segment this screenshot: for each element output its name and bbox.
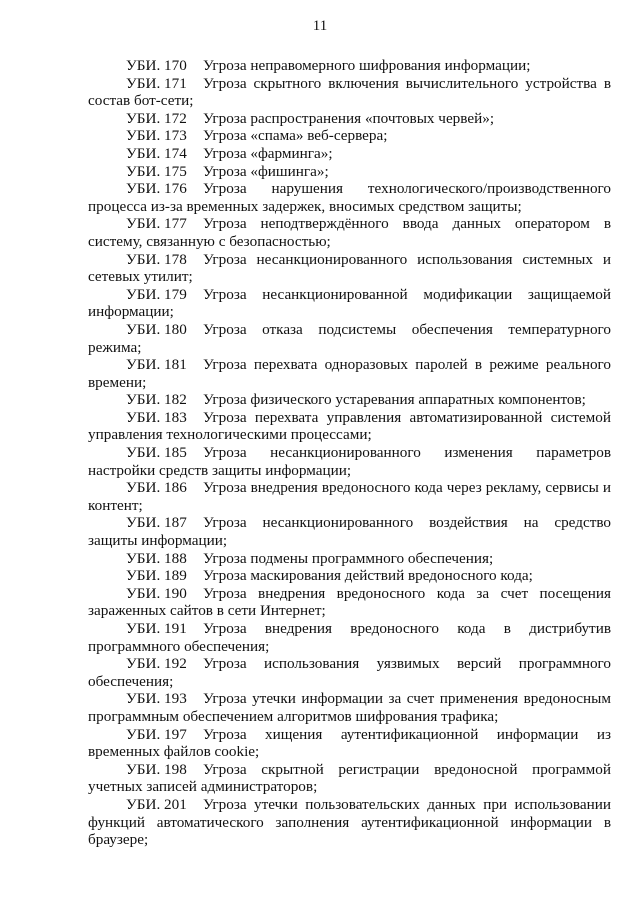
threat-entry — [88, 57, 611, 75]
threat-description: Угроза отказа подсистемы обеспечения температурного режима; — [88, 320, 611, 356]
threat-list — [88, 57, 611, 849]
threat-entry — [88, 796, 611, 849]
threat-code: УБИ. 179 — [126, 285, 187, 303]
threat-description: Угроза скрытного включения вычислительного устройства в состав бот-сети; — [88, 74, 611, 110]
threat-description: Угроза физического устаревания аппаратных компонентов; — [203, 391, 586, 409]
threat-code: УБИ. 178 — [126, 250, 187, 268]
threat-entry — [88, 761, 611, 796]
threat-description: Угроза «спама» веб-сервера; — [203, 127, 388, 145]
threat-entry — [88, 356, 611, 391]
threat-entry — [88, 479, 611, 514]
threat-description: Угроза внедрения вредоносного кода за счет посещения зараженных сайтов в сети Интернет; — [88, 584, 611, 620]
threat-code: УБИ. 191 — [126, 620, 187, 637]
threat-description: Угроза перехвата управления автоматизированной системой управления технологическими процессами; — [88, 408, 611, 444]
threat-code: УБИ. 187 — [126, 514, 187, 532]
threat-description: Угроза хищения аутентификационной информации из временных файлов cookie; — [88, 725, 611, 761]
threat-code: УБИ. 190 — [126, 584, 187, 602]
threat-description: Угроза перехвата одноразовых паролей в режиме реального времени; — [88, 356, 611, 391]
threat-description: Угроза неподтверждённого ввода данных оператором в систему, связанную с безопасностью; — [88, 215, 611, 250]
threat-entry — [88, 180, 611, 215]
threat-code: УБИ. 173 — [126, 127, 187, 145]
threat-entry — [88, 251, 611, 286]
threat-description: Угроза подмены программного обеспечения; — [203, 549, 494, 567]
threat-code: УБИ. 171 — [126, 74, 187, 92]
threat-code: УБИ. 176 — [126, 180, 187, 198]
threat-entry — [88, 391, 611, 409]
threat-description: Угроза несанкционированного воздействия на средство защиты информации; — [88, 514, 611, 550]
threat-entry — [88, 286, 611, 321]
threat-description: Угроза «фишинга»; — [203, 162, 329, 180]
threat-description: Угроза несанкционированного использования системных и сетевых утилит; — [88, 250, 611, 286]
threat-description: Угроза несанкционированной модификации защищаемой информации; — [88, 285, 611, 321]
threat-entry — [88, 690, 611, 725]
threat-code: УБИ. 175 — [126, 162, 187, 180]
threat-code: УБИ. 193 — [126, 690, 187, 708]
threat-description: Угроза внедрения вредоносного кода в дистрибутив программного обеспечения; — [88, 620, 611, 655]
threat-code: УБИ. 185 — [126, 444, 187, 462]
threat-code: УБИ. 182 — [126, 391, 187, 409]
threat-description: Угроза нарушения технологического/производственного процесса из-за временных задержек, вносимых средством защиты; — [88, 180, 611, 215]
threat-description: Угроза использования уязвимых версий программного обеспечения; — [88, 655, 611, 690]
threat-entry — [88, 110, 611, 128]
threat-description: Угроза маскирования действий вредоносного кода; — [203, 567, 533, 585]
threat-entry — [88, 145, 611, 163]
threat-code: УБИ. 197 — [126, 725, 187, 743]
threat-code: УБИ. 172 — [126, 109, 187, 127]
threat-code: УБИ. 188 — [126, 549, 187, 567]
threat-code: УБИ. 198 — [126, 760, 187, 778]
threat-description: Угроза несанкционированного изменения параметров настройки средств защиты информации; — [88, 444, 611, 479]
threat-entry — [88, 444, 611, 479]
threat-entry — [88, 726, 611, 761]
threat-entry — [88, 620, 611, 655]
threat-description: Угроза внедрения вредоносного кода через рекламу, сервисы и контент; — [88, 479, 611, 514]
threat-entry — [88, 514, 611, 549]
threat-description: Угроза скрытной регистрации вредоносной программой учетных записей администраторов; — [88, 760, 611, 796]
threat-entry — [88, 127, 611, 145]
threat-code: УБИ. 189 — [126, 567, 187, 585]
threat-entry — [88, 75, 611, 110]
threat-code: УБИ. 183 — [126, 408, 187, 426]
threat-entry — [88, 585, 611, 620]
page-number: 11 — [312, 18, 328, 34]
threat-code: УБИ. 180 — [126, 320, 187, 338]
threat-code: УБИ. 170 — [126, 57, 187, 74]
threat-entry — [88, 163, 611, 181]
threat-description: Угроза утечки информации за счет применения вредоносным программным обеспечением алгоритмов шифрования трафика; — [88, 690, 611, 725]
threat-code: УБИ. 192 — [126, 655, 187, 673]
threat-code: УБИ. 174 — [126, 144, 187, 162]
threat-description: Угроза неправомерного шифрования информации; — [203, 57, 531, 74]
threat-code: УБИ. 177 — [126, 215, 187, 233]
threat-code: УБИ. 181 — [126, 356, 187, 374]
threat-entry — [88, 409, 611, 444]
threat-code: УБИ. 201 — [126, 795, 187, 813]
threat-description: Угроза распространения «почтовых червей»; — [203, 109, 495, 127]
threat-description: Угроза «фарминга»; — [203, 144, 333, 162]
threat-entry — [88, 567, 611, 585]
threat-code: УБИ. 186 — [126, 479, 187, 497]
threat-entry — [88, 215, 611, 250]
threat-entry — [88, 550, 611, 568]
threat-description: Угроза утечки пользовательских данных при использовании функций автоматического заполнения аутентификационной информации в браузере; — [88, 795, 611, 849]
threat-entry — [88, 321, 611, 356]
threat-entry — [88, 655, 611, 690]
